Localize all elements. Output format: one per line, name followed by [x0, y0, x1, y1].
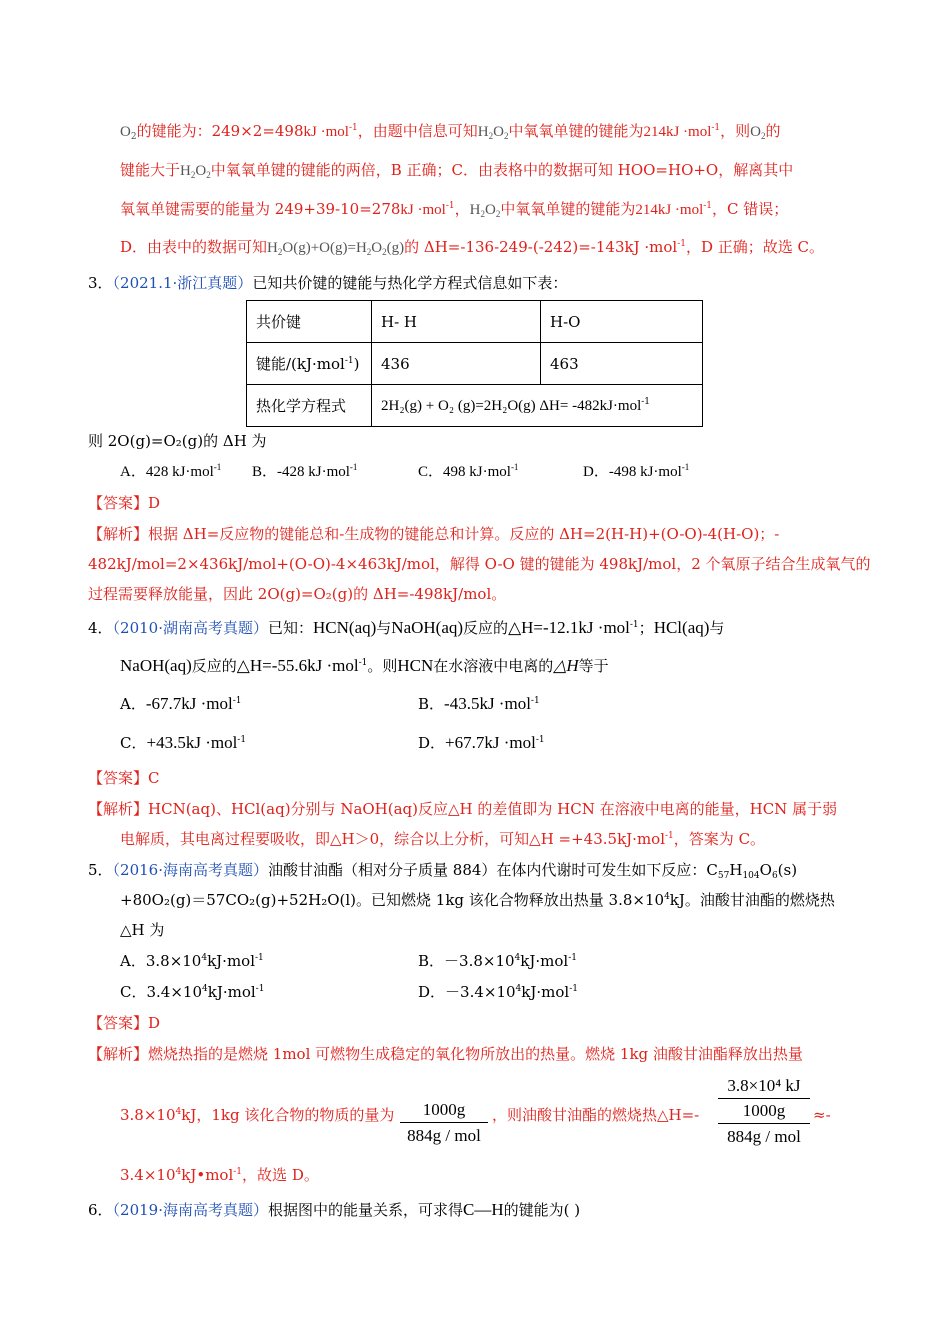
prev-line-1: $O_2$的键能为：249×2=498kJ ·mol$^{-1}$，由题中信息可知$H_2O_2$中氧氧单键的键能为214kJ ·mol$^{-1}$，则$O_2$的: [120, 122, 781, 142]
q5-stem-3: △H 为: [120, 921, 165, 939]
q5-stem-1: 5．（2016·海南高考真题）油酸甘油酯（相对分子质量 884）在体内代谢时可发生如下反应：$C_{57}H_{104}O_6(s)$: [88, 861, 798, 881]
q5-explanation-2c: ≈-: [813, 1106, 831, 1124]
q5-option-c[interactable]: C．$3.4\times 10^4kJ\cdot mol^{-1}$: [120, 983, 265, 1001]
q5-explanation-1: 【解析】燃烧热指的是燃烧 1mol 可燃物生成稳定的氧化物所放出的热量。燃烧 1kg 油酸甘油酯释放出热量: [88, 1045, 803, 1063]
table-row: 键能/(kJ·mol$^{-1}$) 436 463: [247, 343, 703, 385]
q5-explanation-3: $3.4\times 10^4kJ•mol^{-1}$，故选 D。: [120, 1166, 319, 1184]
q3-option-d[interactable]: D．-498 kJ·mol$^{-1}$: [583, 462, 690, 480]
q5-explanation-2b: ，则油酸甘油酯的燃烧热△H=-: [492, 1106, 700, 1124]
q5-source: （2016·海南高考真题）: [112, 861, 268, 879]
table-row: 热化学方程式 2H₂(g) + O₂ (g)=2H₂O(g) ΔH= -482kJ·mol$^{-1}$: [247, 385, 703, 427]
table-row: 共价键 H- H H-O: [247, 301, 703, 343]
q3-ask: 则 2O(g)=O₂(g)的 ΔH 为: [88, 432, 267, 450]
q3-explanation-2: 482kJ/mol=2×436kJ/mol+(O-O)-4×463kJ/mol，解得 O-O 键的键能为 498kJ/mol，2 个氧原子结合生成氧气的: [88, 555, 871, 573]
prev-line-4: D．由表中的数据可知$H_2O(g)+O(g)=H_2O_2(g)$的 ΔH=-136-249-(-242)=-143kJ ·mol$^{-1}$，D 正确；故选 C。: [120, 238, 825, 257]
prev-line-3: 氧氧单键需要的能量为 249+39-10=278kJ ·mol$^{-1}$，$H_2O_2$中氧氧单键的键能为214kJ ·mol$^{-1}$，C 错误；: [120, 200, 789, 219]
q4-stem-1: 4．（2010·湖南高考真题）已知：HCN(aq)与NaOH(aq)反应的△H=-12.1kJ ·mol$^{-1}$；HCl(aq)与: [88, 618, 725, 637]
q5-option-a[interactable]: A．$3.8\times 10^4kJ\cdot mol^{-1}$: [120, 952, 264, 970]
q3-option-c[interactable]: C．498 kJ·mol$^{-1}$: [418, 462, 519, 480]
q5-stem-2: +80O₂(g)＝57CO₂(g)+52H₂O(l)。已知燃烧 1kg 该化合物释放出热量 $3.8\times 10^4kJ$。油酸甘油酯的燃烧热: [120, 891, 835, 909]
fraction-heat: 3.8×10⁴ kJ 1000g 884g / mol: [718, 1074, 810, 1150]
q4-explanation-2: 电解质，其电离过程要吸收，即△H＞0，综合以上分析，可知△H =+43.5kJ·mol$^{-1}$，答案为 C。: [120, 830, 766, 848]
q6-stem: 6．（2019·海南高考真题）根据图中的能量关系，可求得C—H的键能为( ): [88, 1200, 581, 1219]
q3-option-a[interactable]: A．428 kJ·mol$^{-1}$: [120, 462, 222, 480]
q4-option-d[interactable]: D．+67.7kJ ·mol$^{-1}$: [418, 733, 545, 752]
q3-option-b[interactable]: B．-428 kJ·mol$^{-1}$: [252, 462, 358, 480]
q4-explanation-1: 【解析】HCN(aq)、HCl(aq)分别与 NaOH(aq)反应△H 的差值即为 HCN 在溶液中电离的能量，HCN 属于弱: [88, 800, 838, 818]
q3-stem: 3．（2021.1·浙江真题）已知共价键的键能与热化学方程式信息如下表：: [88, 274, 568, 292]
bond-energy-table: [246, 300, 703, 427]
q6-source: （2019·海南高考真题）: [112, 1201, 268, 1219]
q3-explanation-3: 过程需要释放能量，因此 2O(g)=O₂(g)的 ΔH=-498kJ/mol。: [88, 585, 507, 603]
q4-stem-2: NaOH(aq)反应的△H=-55.6kJ ·mol$^{-1}$。则HCN在水溶液中电离的△H等于: [120, 656, 609, 675]
q4-source: （2010·湖南高考真题）: [112, 619, 268, 637]
q4-option-a[interactable]: A．-67.7kJ ·mol$^{-1}$: [120, 694, 242, 713]
q3-source: （2021.1·浙江真题）: [112, 274, 253, 292]
q3-answer: 【答案】D: [88, 494, 161, 512]
q4-answer: 【答案】C: [88, 769, 160, 787]
q5-answer: 【答案】D: [88, 1014, 161, 1032]
q4-option-b[interactable]: B．-43.5kJ ·mol$^{-1}$: [418, 694, 540, 713]
q5-explanation-2a: $3.8\times 10^4kJ$，1kg 该化合物的物质的量为: [120, 1106, 395, 1124]
q3-explanation-1: 【解析】根据 ΔH=反应物的键能总和-生成物的键能总和计算。反应的 ΔH=2(H-H)+(O-O)-4(H-O)；-: [88, 525, 780, 543]
fraction-moles: 1000g 884g / mol: [400, 1098, 488, 1149]
prev-line-2: 键能大于$H_2O_2$中氧氧单键的键能的两倍，B 正确；C．由表格中的数据可知 HOO=HO+O，解离其中: [120, 161, 794, 180]
q4-option-c[interactable]: C．+43.5kJ ·mol$^{-1}$: [120, 733, 247, 752]
q5-option-b[interactable]: B．$-3.8\times 10^4kJ\cdot mol^{-1}$: [418, 952, 577, 970]
q5-option-d[interactable]: D．$-3.4\times 10^4kJ\cdot mol^{-1}$: [418, 983, 578, 1001]
